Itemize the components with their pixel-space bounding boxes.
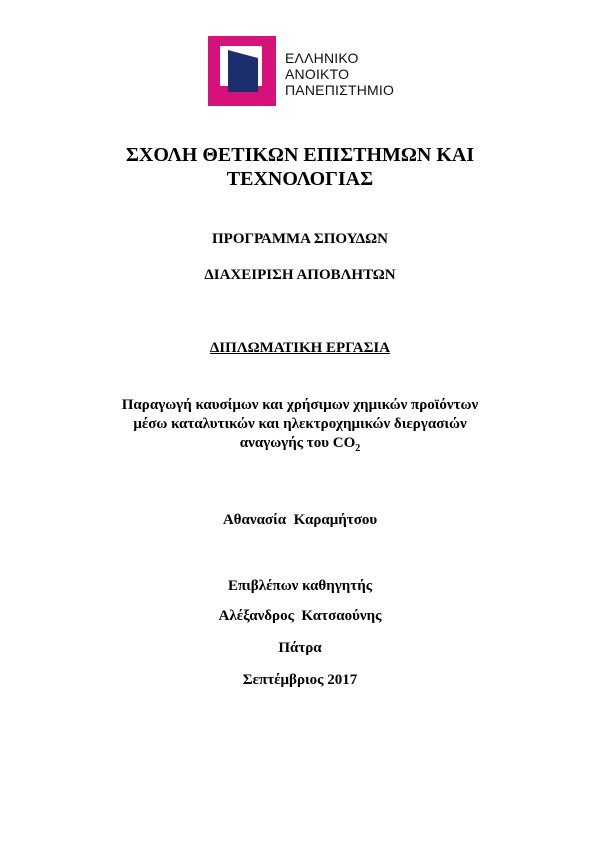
author-name: Αθανασία Καραμήτσου: [222, 512, 378, 528]
school-name-line-1: ΣΧΟΛΗ ΘΕΤΙΚΩΝ ΕΠΙΣΤΗΜΩΝ ΚΑΙ: [125, 144, 475, 166]
school-name-line-2: ΤΕΧΝΟΛΟΓΙΑΣ: [226, 168, 374, 190]
supervisor-name: Αλέξανδρος Κατσαούνης: [218, 608, 382, 624]
program-heading: ΠΡΟΓΡΑΜΜΑ ΣΠΟΥΔΩΝ: [212, 231, 388, 247]
school-name: [0, 143, 600, 191]
supervisor-label: Επιβλέπων καθηγητής: [227, 578, 373, 594]
thesis-title: [0, 396, 600, 458]
university-name: [285, 50, 394, 98]
field-of-study: ΔΙΑΧΕΙΡΙΣΗ ΑΠΟΒΛΗΤΩΝ: [204, 267, 396, 283]
thesis-title-line-3-text: αναγωγής του CO: [239, 435, 356, 451]
co2-subscript: 2: [355, 443, 361, 454]
university-name-line-3: ΠΑΝΕΠΙΣΤΗΜΙΟ: [285, 82, 395, 98]
thesis-title-line-1: Παραγωγή καυσίμων και χρήσιμων χημικών προϊόντων: [121, 397, 479, 413]
thesis-title-line-2: μέσω καταλυτικών και ηλεκτροχημικών διεργασιών: [133, 416, 467, 432]
thesis-label-text: ΔΙΠΛΩΜΑΤΙΚΗ ΕΡΓΑΣΙΑ: [209, 340, 391, 356]
city: Πάτρα: [278, 640, 322, 656]
thesis-title-line-3: [0, 434, 600, 458]
university-logo-mark-icon: [208, 36, 276, 106]
university-name-line-1: ΕΛΛΗΝΙΚΟ: [285, 50, 359, 66]
university-name-line-2: ΑΝΟΙΚΤΟ: [285, 66, 350, 82]
university-logo: [208, 36, 408, 106]
thesis-label: [0, 340, 600, 357]
date: Σεπτέμβριος 2017: [242, 672, 358, 688]
